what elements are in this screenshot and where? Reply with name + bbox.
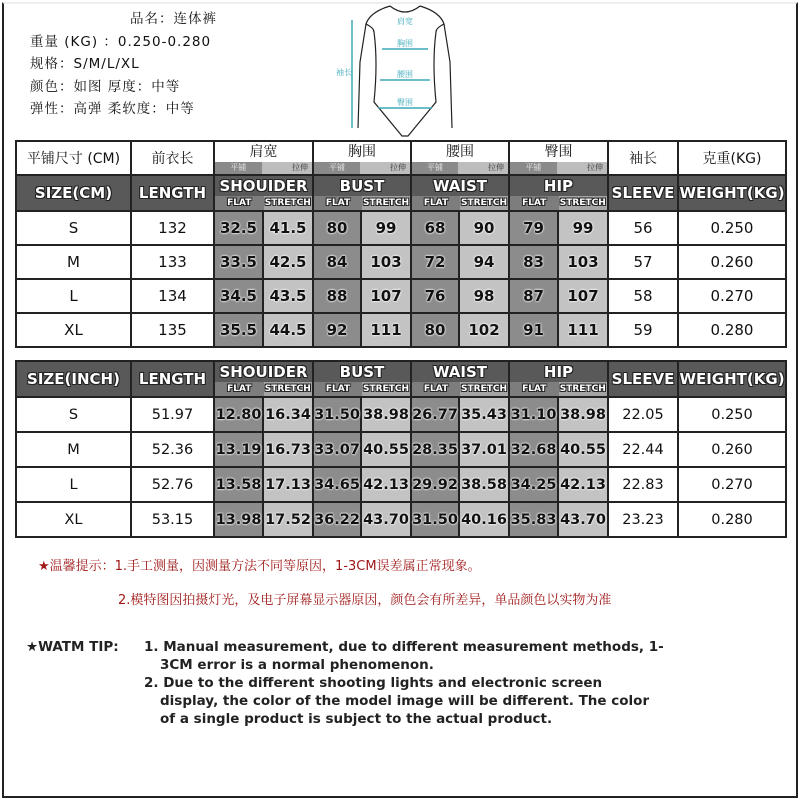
table-cell: 31.50 [411, 502, 459, 537]
table-cell: 0.250 [678, 211, 786, 245]
table-cell: 42.13 [361, 467, 411, 502]
en-sub-stretch: STRETCH [264, 198, 311, 208]
bodysuit-measurement-diagram-icon [330, 2, 480, 140]
en-header-bust [313, 361, 411, 397]
en-header-sleeve: SLEEVE [608, 175, 678, 211]
table-cell: 31.50 [313, 397, 361, 432]
table-cell: 31.10 [509, 397, 558, 432]
product-weight: 重量 (KG) ：0.250-0.280 [30, 33, 212, 50]
table-row [16, 432, 786, 467]
product-info [30, 8, 217, 121]
product-elasticity-softness: 弹性：高弹 柔软度：中等 [30, 101, 195, 117]
en-header-hip [509, 175, 608, 211]
table-cell: M [16, 245, 131, 279]
table-cell: 23.23 [608, 502, 678, 537]
table-cell: 41.5 [263, 211, 313, 245]
table-cell: 111 [558, 313, 608, 347]
cn-header-waist-label: 腰围 [446, 144, 474, 160]
en-sub-stretch: STRETCH [559, 384, 606, 394]
en-header-waist-label: WAIST [432, 363, 488, 381]
product-color-thickness: 颜色：如图 厚度：中等 [30, 78, 181, 95]
table-cell: 92 [313, 313, 361, 347]
table-cell: 0.280 [678, 313, 786, 347]
cn-header-shoulder-label: 肩宽 [249, 144, 278, 160]
en-header-length: LENGTH [131, 175, 214, 211]
table-cell: 16.34 [263, 397, 313, 432]
product-sizes: 规格：S/M/L/XL [30, 56, 140, 72]
en-sub-stretch: STRETCH [461, 384, 507, 394]
en-header-waist [411, 175, 509, 211]
table-cell: 79 [509, 211, 558, 245]
table-cell: 59 [608, 313, 678, 347]
table-cell: 90 [459, 211, 509, 245]
table-cell: 35.43 [459, 397, 509, 432]
table-cell: 103 [361, 245, 411, 279]
svg-text:胸围: 胸围 [397, 39, 413, 48]
cn-header-shoulder [214, 141, 313, 175]
table-cell: 57 [608, 245, 678, 279]
table-cell: S [16, 211, 131, 245]
table-cell: 99 [361, 211, 411, 245]
table-cell: 76 [411, 279, 459, 313]
table-cell: 43.70 [558, 502, 608, 537]
en-sub-stretch: STRETCH [363, 198, 409, 208]
table-cell: 51.97 [131, 397, 214, 432]
table-cell: 13.58 [214, 467, 263, 502]
cn-sub-stretch: 拉伸 [458, 162, 508, 174]
table-cell: 88 [313, 279, 361, 313]
en-header-shoulder-label: SHOUIDER [219, 177, 308, 195]
table-cell: 43.70 [361, 502, 411, 537]
table-cell: 42.13 [558, 467, 608, 502]
en-header-weight: WEIGHT(KG) [678, 175, 786, 211]
table-cell: 68 [411, 211, 459, 245]
table-cell: 52.76 [131, 467, 214, 502]
table-cell: 36.22 [313, 502, 361, 537]
table-cell: XL [16, 313, 131, 347]
en-sub-flat: FLAT [215, 196, 264, 210]
svg-text:袖长: 袖长 [336, 68, 352, 77]
table-cell: 22.44 [608, 432, 678, 467]
en-header-hip [509, 361, 608, 397]
table-cell: 29.92 [411, 467, 459, 502]
table-cell: 34.65 [313, 467, 361, 502]
table-row [16, 245, 786, 279]
table-cell: L [16, 467, 131, 502]
en-sub-flat: FLAT [412, 382, 460, 396]
table-cell: 134 [131, 279, 214, 313]
table-cell: 83 [509, 245, 558, 279]
en-sub-stretch: STRETCH [264, 384, 311, 394]
table-cell: 80 [411, 313, 459, 347]
table-cell: 53.15 [131, 502, 214, 537]
svg-text:腰围: 腰围 [397, 70, 413, 79]
en-header-bust-label: BUST [339, 363, 385, 381]
svg-text:臀围: 臀围 [397, 98, 413, 107]
table-cell: 32.68 [509, 432, 558, 467]
en-header-size: SIZE(INCH) [16, 361, 131, 397]
en-header-size: SIZE(CM) [16, 175, 131, 211]
table-cell: 17.13 [263, 467, 313, 502]
cn-header-weight: 克重(KG) [678, 141, 786, 175]
table-cell: 32.5 [214, 211, 263, 245]
cm-table-body [16, 211, 786, 347]
en-header-weight: WEIGHT(KG) [678, 361, 786, 397]
table-cell: 0.250 [678, 397, 786, 432]
notes-chinese [38, 550, 611, 618]
table-cell: 107 [558, 279, 608, 313]
table-cell: 99 [558, 211, 608, 245]
table-cell: 33.5 [214, 245, 263, 279]
en-header-hip-label: HIP [543, 363, 574, 381]
table-cell: 0.270 [678, 467, 786, 502]
note-en-1: 1. Manual measurement, due to different measurement methods, 1-3CM error is a normal phenomenon. [144, 639, 664, 673]
table-cell: 38.98 [558, 397, 608, 432]
cn-sub-stretch: 拉伸 [557, 162, 608, 174]
table-cell: 38.58 [459, 467, 509, 502]
size-table-cm [15, 140, 787, 348]
cn-header-bust-label: 胸围 [348, 144, 376, 160]
table-cell: XL [16, 502, 131, 537]
table-cell: 135 [131, 313, 214, 347]
en-sub-flat: FLAT [412, 196, 460, 210]
cn-header-length: 前衣长 [131, 141, 214, 175]
cn-sub-flat: 平铺 [510, 162, 557, 174]
table-cell: 22.05 [608, 397, 678, 432]
cn-header-bust [313, 141, 411, 175]
table-cell: L [16, 279, 131, 313]
en-header-bust [313, 175, 411, 211]
tip-label: ★WATM TIP: [26, 639, 119, 655]
table-cell: 44.5 [263, 313, 313, 347]
cn-sub-stretch: 拉伸 [262, 162, 313, 174]
table-row [16, 467, 786, 502]
table-cell: 111 [361, 313, 411, 347]
en-sub-stretch: STRETCH [461, 198, 507, 208]
cn-sub-flat: 平铺 [215, 162, 262, 174]
note-cn-2: 2.模特图因拍摄灯光，及电子屏幕显示器原因，颜色会有所差异，单品颜色以实物为准 [118, 593, 612, 608]
table-cell: 34.5 [214, 279, 263, 313]
cn-sub-flat: 平铺 [412, 162, 458, 174]
table-cell: 12.80 [214, 397, 263, 432]
en-header-sleeve: SLEEVE [608, 361, 678, 397]
table-cell: 38.98 [361, 397, 411, 432]
inch-table-body [16, 397, 786, 537]
en-header-hip-label: HIP [543, 177, 574, 195]
en-sub-flat: FLAT [510, 196, 559, 210]
table-cell: 72 [411, 245, 459, 279]
en-sub-flat: FLAT [510, 382, 559, 396]
table-cell: 22.83 [608, 467, 678, 502]
cn-header-waist [411, 141, 509, 175]
cn-header-hip-label: 臀围 [544, 144, 573, 160]
table-cell: 33.07 [313, 432, 361, 467]
table-cell: 107 [361, 279, 411, 313]
table-cell: 0.260 [678, 432, 786, 467]
table-cell: 94 [459, 245, 509, 279]
table-cell: 40.55 [361, 432, 411, 467]
en-header-waist-label: WAIST [432, 177, 488, 195]
table-cell: 37.01 [459, 432, 509, 467]
table-cell: 0.280 [678, 502, 786, 537]
table-cell: 80 [313, 211, 361, 245]
product-name: 品名：连体裤 [130, 11, 217, 27]
table-cell: 0.260 [678, 245, 786, 279]
en-sub-flat: FLAT [314, 382, 362, 396]
en-sub-flat: FLAT [215, 382, 264, 396]
table-row [16, 502, 786, 537]
table-cell: 35.83 [509, 502, 558, 537]
table-cell: 52.36 [131, 432, 214, 467]
en-header-shoulder [214, 175, 313, 211]
table-cell: 13.98 [214, 502, 263, 537]
table-cell: 98 [459, 279, 509, 313]
en-header-length: LENGTH [131, 361, 214, 397]
note-cn-1: ★温馨提示：1.手工测量，因测量方法不同等原因，1-3CM误差属正常现象。 [38, 559, 481, 574]
svg-text:肩宽: 肩宽 [397, 17, 413, 26]
en-sub-stretch: STRETCH [363, 384, 409, 394]
table-cell: 16.73 [263, 432, 313, 467]
cn-sub-stretch: 拉伸 [360, 162, 410, 174]
table-cell: 103 [558, 245, 608, 279]
en-header-shoulder-label: SHOUIDER [219, 363, 308, 381]
table-cell: 56 [608, 211, 678, 245]
table-cell: 0.270 [678, 279, 786, 313]
table-row [16, 313, 786, 347]
table-cell: 17.52 [263, 502, 313, 537]
table-cell: 40.16 [459, 502, 509, 537]
table-cell: M [16, 432, 131, 467]
table-cell: 91 [509, 313, 558, 347]
table-row [16, 279, 786, 313]
note-en-2: 2. Due to the different shooting lights and electronic screen display, the color of the model image will be different. The color of a single product is subject to the actual product. [144, 675, 650, 727]
table-cell: 43.5 [263, 279, 313, 313]
table-cell: 28.35 [411, 432, 459, 467]
table-cell: 133 [131, 245, 214, 279]
en-header-shoulder [214, 361, 313, 397]
table-cell: 58 [608, 279, 678, 313]
en-sub-stretch: STRETCH [559, 198, 606, 208]
table-cell: 26.77 [411, 397, 459, 432]
cn-header-hip [509, 141, 608, 175]
table-cell: 34.25 [509, 467, 558, 502]
table-cell: S [16, 397, 131, 432]
table-cell: 102 [459, 313, 509, 347]
cn-header-sleeve: 袖长 [608, 141, 678, 175]
table-cell: 84 [313, 245, 361, 279]
table-cell: 42.5 [263, 245, 313, 279]
size-table-inch [15, 360, 787, 538]
table-cell: 35.5 [214, 313, 263, 347]
table-cell: 87 [509, 279, 558, 313]
table-row [16, 211, 786, 245]
table-cell: 13.19 [214, 432, 263, 467]
en-sub-flat: FLAT [314, 196, 362, 210]
cn-sub-flat: 平铺 [314, 162, 360, 174]
table-cell: 132 [131, 211, 214, 245]
table-cell: 40.55 [558, 432, 608, 467]
table-row [16, 397, 786, 432]
en-header-waist [411, 361, 509, 397]
cn-header-size: 平铺尺寸 (CM) [16, 141, 131, 175]
en-header-bust-label: BUST [339, 177, 385, 195]
